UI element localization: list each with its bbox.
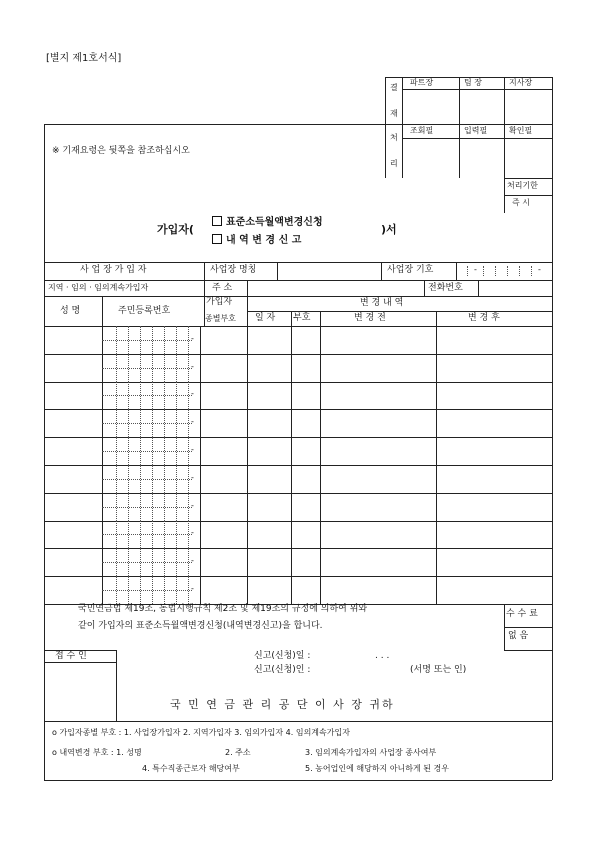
form-tag: [별지 제1호서식] — [46, 53, 122, 64]
resident-no-dash: - — [191, 584, 194, 594]
approval-part-leader: 파트장 — [410, 78, 434, 87]
workplace-name-label: 사업장 명칭 — [210, 265, 257, 275]
table-row[interactable] — [44, 409, 552, 437]
col-resident-no-header: 주민등록번호 — [118, 306, 171, 316]
checkbox-icon[interactable] — [212, 234, 222, 244]
workplace-code-label: 사업장 기호 — [387, 265, 434, 275]
receipt-label: 접 수 인 — [55, 651, 87, 661]
note-change-codes-5: 5. 농어업인에 해당하지 아니하게 된 경우 — [305, 764, 449, 773]
title-option-1: 표준소득월액변경신청 — [212, 216, 323, 228]
resident-no-dash: - — [191, 472, 194, 482]
approval-branch-head: 지사장 — [509, 78, 533, 87]
declaration-line-1: 국민연금법 제19조, 동법시행규칙 제2조 및 제19조의 규정에 의하여 위와 — [78, 604, 368, 614]
note-type-codes: o 가입자종별 부호 : 1. 사업장가입자 2. 지역가입자 3. 임의가입자 4. 임의계속가입자 — [52, 728, 350, 737]
address-field[interactable] — [248, 281, 423, 295]
deadline-value: 즉 시 — [512, 198, 530, 207]
phone-label: 전화번호 — [428, 283, 463, 293]
table-row[interactable] — [44, 493, 552, 521]
receipt-stamp-area[interactable] — [45, 663, 115, 720]
col-code-header: 부호 — [293, 313, 311, 323]
phone-field[interactable] — [479, 281, 551, 295]
table-row[interactable] — [44, 437, 552, 465]
resident-no-dash: - — [191, 500, 194, 510]
resident-no-dash: - — [191, 528, 194, 538]
addressee: 국 민 연 금 관 리 공 단 이 사 장 귀하 — [170, 698, 395, 711]
approval-side-4: 리 — [390, 159, 398, 168]
title-option-2: 내 역 변 경 신 고 — [212, 234, 301, 246]
approval-side-2: 재 — [390, 109, 398, 118]
resident-no-dash: - — [191, 389, 194, 399]
employer-subscriber-label: 사 업 장 가 입 자 — [80, 265, 147, 275]
resident-no-cells[interactable] — [102, 493, 200, 521]
resident-no-dash: - — [191, 556, 194, 566]
col-subscriber-header-b: 종별부호 — [205, 314, 236, 323]
resident-no-cells[interactable] — [102, 465, 200, 493]
report-date-label: 신고(신청)일 : — [254, 651, 311, 661]
table-row[interactable] — [44, 521, 552, 549]
table-row[interactable] — [44, 465, 552, 493]
col-subscriber-header-a: 가입자 — [206, 297, 233, 307]
resident-no-dash: - — [191, 445, 194, 455]
col-before-header: 변 경 전 — [354, 313, 386, 323]
approval-checked: 조회필 — [410, 126, 434, 135]
resident-no-cells[interactable] — [102, 382, 200, 410]
resident-no-cells[interactable] — [102, 521, 200, 549]
declaration-line-2: 같이 가입자의 표준소득월액변경신청(내역변경신고)을 합니다. — [78, 621, 323, 631]
note-change-codes-2: 2. 주소 — [225, 748, 251, 757]
note-change-codes-1: o 내역변경 부호 : 1. 성명 — [52, 748, 142, 757]
approval-team-leader: 팀 장 — [464, 78, 482, 87]
col-after-header: 변 경 후 — [468, 313, 500, 323]
resident-no-dash: - — [191, 333, 194, 343]
resident-no-cells[interactable] — [102, 548, 200, 576]
title-prefix: 가입자( — [157, 223, 194, 236]
table-row[interactable] — [44, 576, 552, 604]
report-date-value[interactable]: . . . — [375, 651, 390, 661]
address-label: 주 소 — [212, 283, 233, 293]
approval-side-1: 결 — [390, 83, 398, 92]
table-row[interactable] — [44, 354, 552, 382]
col-date-header: 일 자 — [255, 313, 276, 323]
workplace-code-field[interactable]: - - — [457, 263, 551, 279]
reporter-field[interactable] — [330, 664, 406, 677]
table-row[interactable] — [44, 326, 552, 354]
table-row[interactable] — [44, 382, 552, 410]
resident-no-cells[interactable] — [102, 437, 200, 465]
resident-no-dash: - — [191, 361, 194, 371]
resident-no-cells[interactable] — [102, 409, 200, 437]
fee-label: 수 수 료 — [506, 609, 538, 619]
regional-subscriber-label: 지역 · 임의 · 임의계속가입자 — [48, 283, 149, 292]
approval-entered: 입력필 — [464, 126, 488, 135]
title-suffix: )서 — [381, 223, 397, 236]
note-change-codes-4: 4. 특수직종근로자 해당여부 — [142, 764, 240, 773]
approval-confirmed: 확인필 — [509, 126, 533, 135]
signature-note: (서명 또는 인) — [410, 665, 467, 675]
col-name-header: 성 명 — [60, 306, 81, 316]
resident-no-cells[interactable] — [102, 354, 200, 382]
resident-no-cells[interactable] — [102, 326, 200, 354]
checkbox-icon[interactable] — [212, 216, 222, 226]
note-change-codes-3: 3. 임의계속가입자의 사업장 종사여부 — [305, 748, 437, 757]
col-change-details-header: 변 경 내 역 — [360, 298, 404, 308]
approval-side-3: 처 — [390, 133, 398, 142]
resident-no-cells[interactable] — [102, 576, 200, 604]
resident-no-dash: - — [191, 417, 194, 427]
workplace-name-field[interactable] — [278, 263, 380, 279]
deadline-label: 처리기한 — [507, 181, 538, 190]
reporter-label: 신고(신청)인 : — [254, 665, 311, 675]
notice-text: ※ 기재요령은 뒷쪽을 참조하십시오 — [52, 146, 190, 156]
fee-value: 없 음 — [508, 631, 529, 641]
table-row[interactable] — [44, 548, 552, 576]
